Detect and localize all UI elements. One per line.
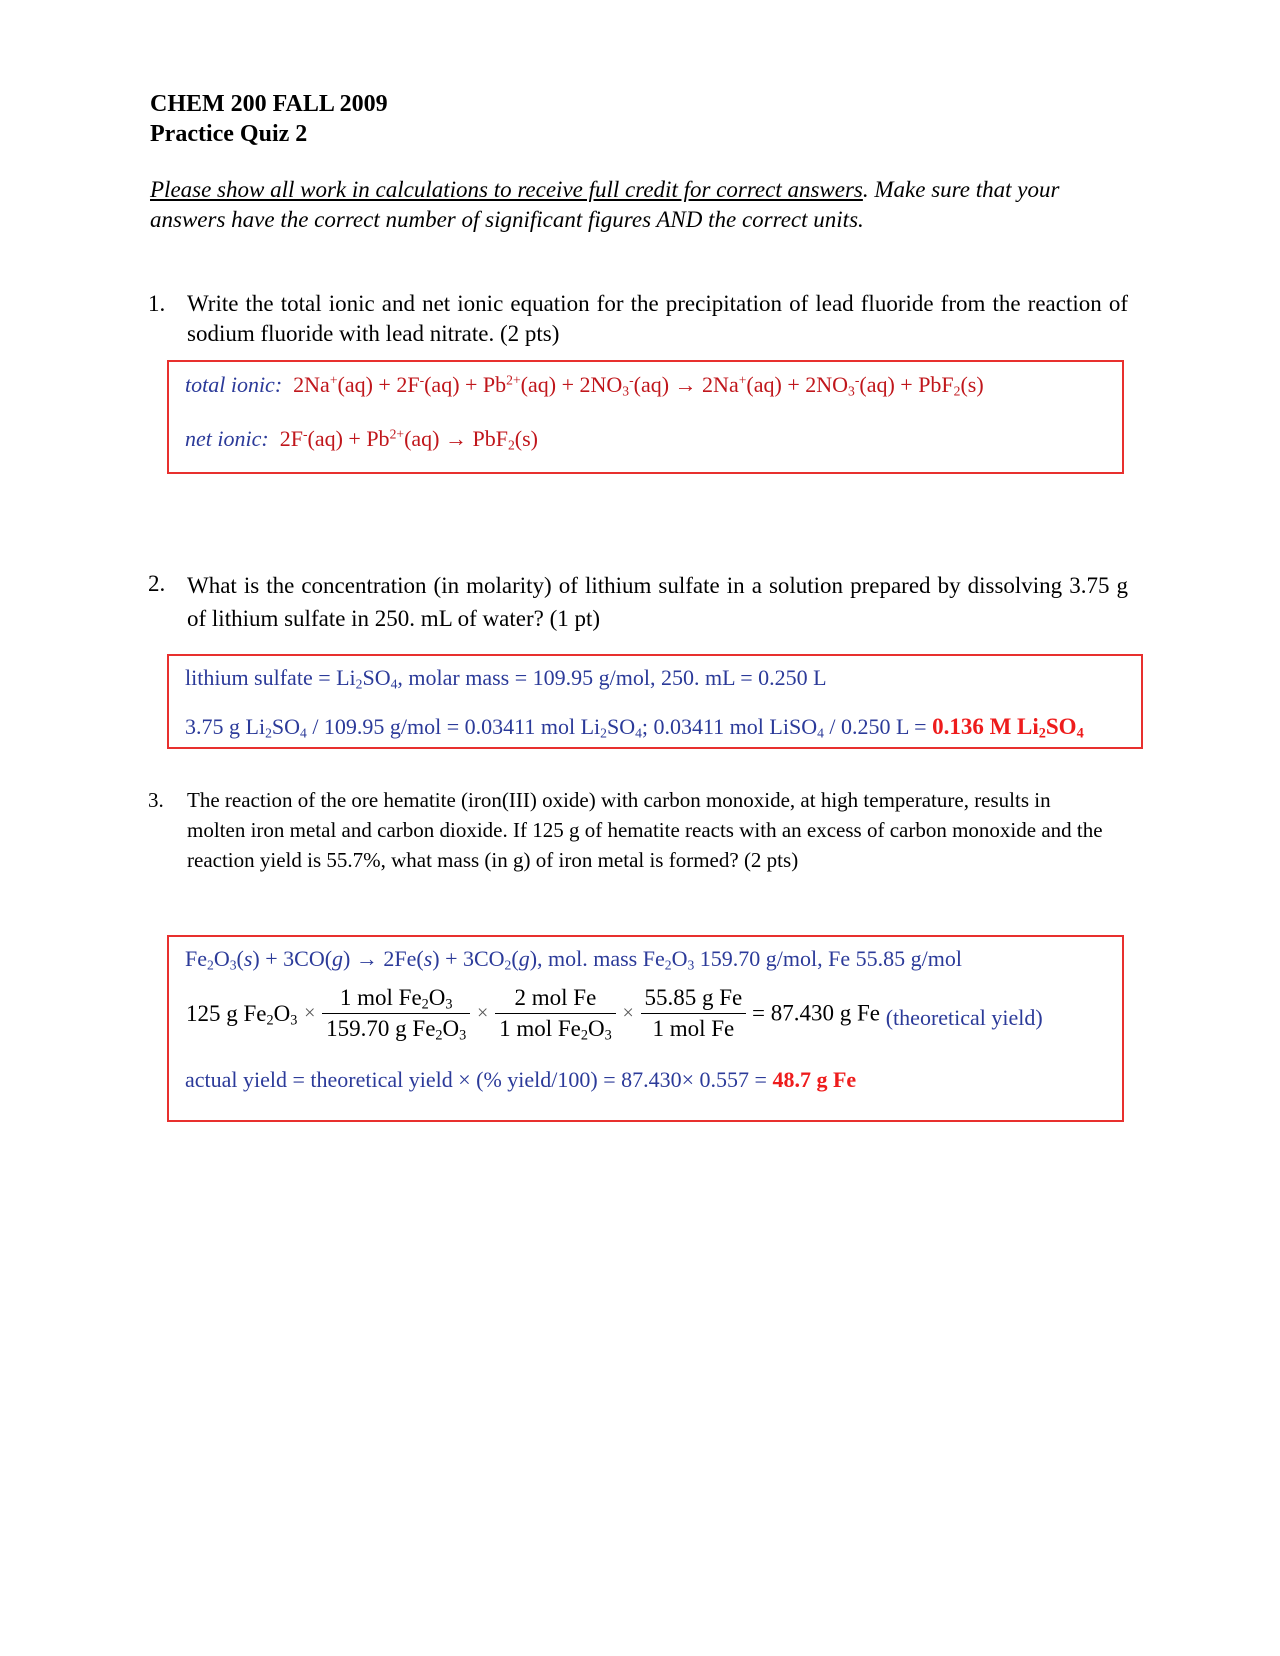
- q2-answer: 0.136 M $Li_2SO_4$: [932, 714, 1084, 742]
- question-1-number: 1.: [148, 291, 166, 316]
- instructions: [150, 175, 1130, 235]
- question-2-number: 2.: [148, 571, 166, 596]
- q3-reaction-line: $Fe_2O_3(s) + 3CO(g) \to 2Fe(s) + 3CO_2(g)$, mol. mass $Fe_2O_3$ 159.70 g/mol, Fe 55.85 g/mol: [185, 946, 962, 973]
- q3-answer: 48.7 g Fe: [772, 1067, 857, 1092]
- question-1-text: Write the total ionic and net ionic equation for the precipitation of lead fluoride from the reaction of sodium fluoride with lead nitrate. (2 pts): [187, 291, 1128, 346]
- q3-theoretical-label: (theoretical yield): [885, 1004, 1043, 1030]
- net-ionic-equation: net ionic: $2F^-(aq) + Pb^{2+}(aq) \to PbF_2(s)$: [185, 426, 538, 453]
- q2-line-1: lithium sulfate = $Li_2SO_4$, molar mass = 109.95 g/mol, 250. mL = 0.250 L: [185, 665, 827, 692]
- question-2-text: What is the concentration (in molarity) of lithium sulfate in a solution prepared by dissolving 3.75 g of lithium sulfate in 250. mL of water? (1 pt): [187, 573, 1128, 631]
- net-ionic-label: net ionic:: [185, 426, 269, 451]
- question-3-text: The reaction of the ore hematite (iron(III) oxide) with carbon monoxide, at high temperature, results in molten iron metal and carbon dioxide. If 125 g of hematite reacts with an excess of carbon monoxide and the reaction yield is 55.7%, what mass (in g) of iron metal is formed? (2 pts): [187, 788, 1103, 872]
- q3-result: = 87.430 g Fe: [752, 1000, 880, 1026]
- answer-box-2: [167, 654, 1143, 749]
- total-ionic-equation: total ionic: $2Na^+(aq) + 2F^-(aq) + Pb^{2+}(aq) + 2NO_3^-(aq) \to 2Na^+(aq) + 2NO_3^-(aq) + PbF_2(s)$: [185, 372, 984, 399]
- instructions-underlined: Please show all work in calculations to receive full credit for correct answers: [150, 177, 863, 202]
- q2-line-2: 3.75 g $Li_2SO_4 / 109.95$ g/mol = 0.03411 mol $Li_2SO_4$; 0.03411 mol LiSO$_4$ / 0.250 L = 0.136 M $Li_2SO_4$: [185, 714, 1084, 742]
- q3-fraction-3: $\frac{\text{55.85 g Fe}}{\text{1 mol Fe}}$: [641, 985, 747, 1042]
- course-title: CHEM 200 FALL 2009: [150, 91, 388, 117]
- q3-fraction-2: $\frac{\text{2 mol Fe}}{1 mol Fe_2O_3}$: [495, 985, 616, 1042]
- q3-fraction-1: $\frac{1 mol Fe_2O_3}{159.70 g Fe_2O_3}$: [322, 985, 470, 1042]
- question-3-number: 3.: [148, 788, 164, 812]
- q3-actual-yield-line: actual yield = theoretical yield × (% yield/100) = 87.430× 0.557 = 48.7 g Fe: [185, 1067, 857, 1092]
- question-1: [148, 289, 1128, 349]
- question-3: [148, 785, 1128, 875]
- q3-dimensional-analysis: 125 g $Fe_2O_3$ × $\frac{1 mol Fe_2O_3}{159.70 g Fe_2O_3}$ × $\frac{\text{2 mol Fe}}{1 mol Fe_2O_3}$ × $\frac{\text{55.85 g Fe}}{\text{1 mol Fe}}$ = 87.430 g Fe (theoretical yield): [186, 985, 1043, 1044]
- q3-start-quantity: 125 g $Fe_2O_3$: [186, 1000, 298, 1029]
- answer-box-1: [167, 360, 1124, 474]
- total-ionic-label: total ionic:: [185, 372, 283, 397]
- instructions-rest: . Make sure that your answers have the correct number of significant figures AND the correct units.: [150, 177, 1060, 232]
- quiz-title: Practice Quiz 2: [150, 121, 308, 147]
- question-2: [148, 569, 1128, 635]
